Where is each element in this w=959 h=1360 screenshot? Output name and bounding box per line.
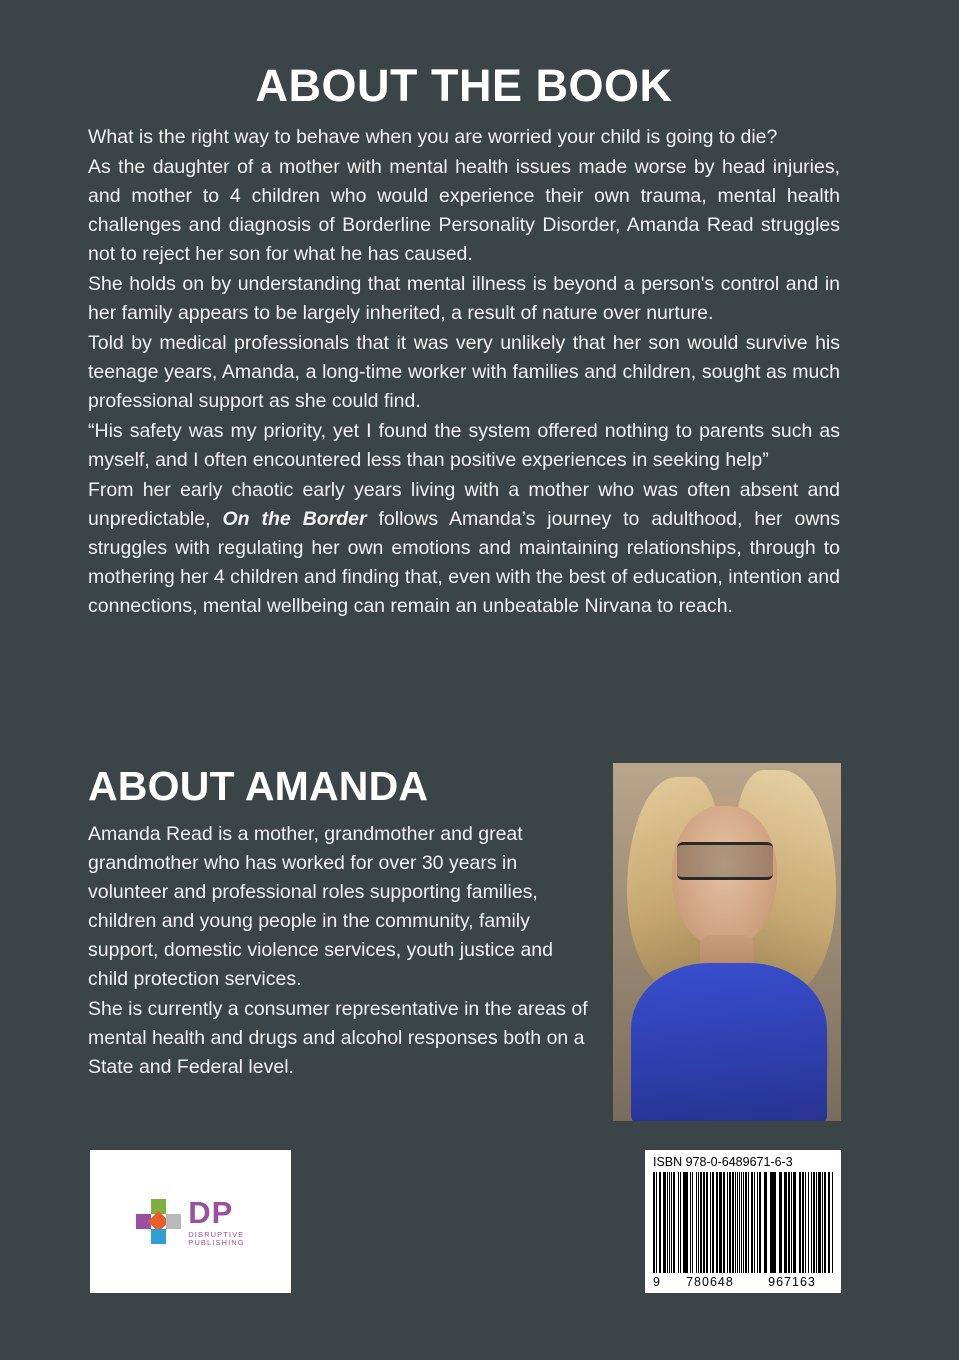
about-book-paragraph-3: She holds on by understanding that mental illness is beyond a person's control and in her family appears to be largely inherited, a result of nature over nurture. <box>88 273 840 325</box>
glasses-icon <box>677 842 773 880</box>
author-photo <box>613 763 841 1121</box>
isbn-barcode <box>645 1150 841 1293</box>
about-amanda-heading: ABOUT AMANDA <box>88 763 429 809</box>
final-paragraph-after: follows Amanda’s journey to adulthood, her owns struggles with regulating her own emotions and maintaining relationships, through to mothering her 4 children and finding that, even with the best of education, intention and connections, mental wellbeing can remain an unbeatable Nirvana to reach. <box>88 508 840 618</box>
publisher-name-line2: PUBLISHING <box>188 1237 245 1247</box>
about-book-paragraph-1: What is the right way to behave when you are worried your child is going to die? <box>88 126 778 149</box>
book-title-emphasis: On the Border <box>222 508 367 531</box>
barcode-digit-group-1: 780648 <box>686 1275 734 1289</box>
publisher-logo <box>90 1150 291 1293</box>
publisher-logo-inner <box>136 1197 244 1246</box>
photo-blue-top <box>631 963 827 1121</box>
about-book-quote: “His safety was my priority, yet I found the system offered nothing to parents such as myself, and I often encountered less than positive experiences in seeking help” <box>88 420 840 472</box>
isbn-label: ISBN 978-0-6489671-6-3 <box>653 1155 793 1169</box>
about-book-paragraph-4: Told by medical professionals that it was very unlikely that her son would survive his teenage years, Amanda, a long-time worker with families and children, sought as much professional support as she could find. <box>88 332 840 413</box>
publisher-logo-text <box>188 1197 244 1246</box>
barcode-bars <box>653 1172 833 1273</box>
barcode-digit-group-2: 967163 <box>768 1275 816 1289</box>
about-book-paragraph-2: As the daughter of a mother with mental health issues made worse by head injuries, and mother to 4 children who would experience their own trauma, mental health challenges and diagnosis of Borderline Personality Disorder, Amanda Read struggles not to reject her son for what he has caused. <box>88 156 840 266</box>
about-book-paragraph-final <box>88 476 840 621</box>
publisher-name-line1: DISRUPTIVE <box>188 1230 245 1239</box>
about-amanda-paragraph-1: Amanda Read is a mother, grandmother and great grandmother who has worked for over 30 years in volunteer and professional roles supporting families, children and young people in the community, family support, domestic violence services, youth justice and child protection services. <box>88 823 553 991</box>
author-photo-image <box>613 763 841 1121</box>
about-the-book-heading: ABOUT THE BOOK <box>255 60 673 111</box>
publisher-initials: DP <box>188 1195 234 1230</box>
disruptive-publishing-mark-icon <box>136 1199 182 1245</box>
final-paragraph-before: From her early chaotic early years living with a mother who was often absent and unpredictable, <box>88 479 840 531</box>
about-amanda-paragraph-2: She is currently a consumer representative in the areas of mental health and drugs and alcohol responses both on a State and Federal level. <box>88 998 588 1079</box>
about-amanda-section <box>88 765 588 1083</box>
about-the-book-section <box>88 62 840 621</box>
barcode-digits <box>653 1275 833 1289</box>
barcode-digit-left: 9 <box>653 1275 661 1289</box>
